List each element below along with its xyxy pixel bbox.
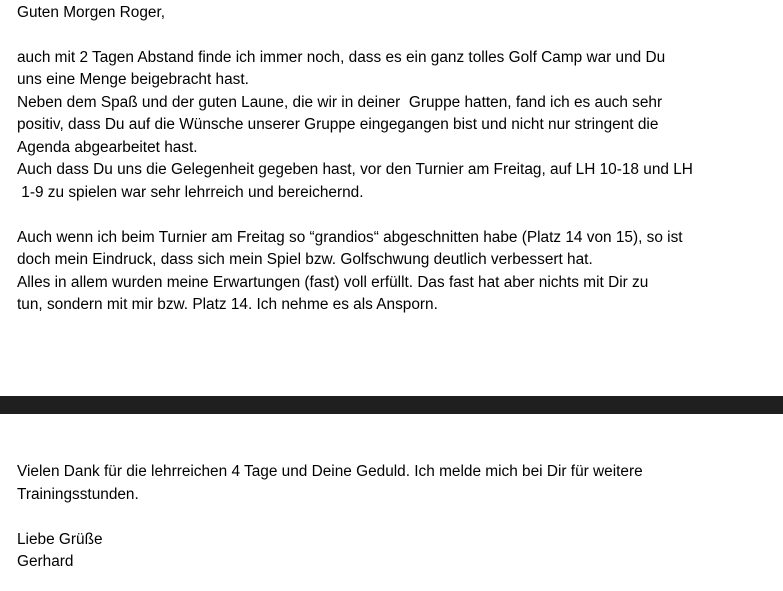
paragraph-line: positiv, dass Du auf die Wünsche unserer Gruppe eingegangen bist und nicht nur stringent die [17, 116, 659, 133]
paragraph-line: Trainingsstunden. [17, 486, 139, 503]
paragraph-line: Alles in allem wurden meine Erwartungen (fast) voll erfüllt. Das fast hat aber nichts mit Dir zu [17, 274, 649, 291]
paragraph-line: Auch wenn ich beim Turnier am Freitag so “grandios“ abgeschnitten habe (Platz 14 von 15), so ist [17, 229, 683, 246]
greeting: Guten Morgen Roger, [17, 4, 166, 21]
letter-page-bottom [0, 414, 783, 591]
paragraph-line: Vielen Dank für die lehrreichen 4 Tage und Deine Geduld. Ich melde mich bei Dir für weitere [17, 463, 643, 480]
paragraph-line: doch mein Eindruck, dass sich mein Spiel bzw. Golfschwung deutlich verbessert hat. [17, 251, 593, 268]
paragraph-line: uns eine Menge beigebracht hast. [17, 71, 249, 88]
signature-name: Gerhard [17, 553, 74, 570]
paragraph-line: auch mit 2 Tagen Abstand finde ich immer noch, dass es ein ganz tolles Golf Camp war und Du [17, 49, 666, 66]
paragraph-line: tun, sondern mit mir bzw. Platz 14. Ich nehme es als Ansporn. [17, 296, 438, 313]
paragraph-line: Auch dass Du uns die Gelegenheit gegeben hast, vor den Turnier am Freitag, auf LH 10-18 und LH [17, 161, 693, 178]
paragraph-line: Neben dem Spaß und der guten Laune, die wir in deiner Gruppe hatten, fand ich es auch sehr [17, 94, 663, 111]
page-divider [0, 396, 783, 414]
paragraph-line: 1-9 zu spielen war sehr lehrreich und bereichernd. [17, 184, 364, 201]
closing-line: Liebe Grüße [17, 531, 103, 548]
paragraph-line: Agenda abgearbeitet hast. [17, 139, 198, 156]
